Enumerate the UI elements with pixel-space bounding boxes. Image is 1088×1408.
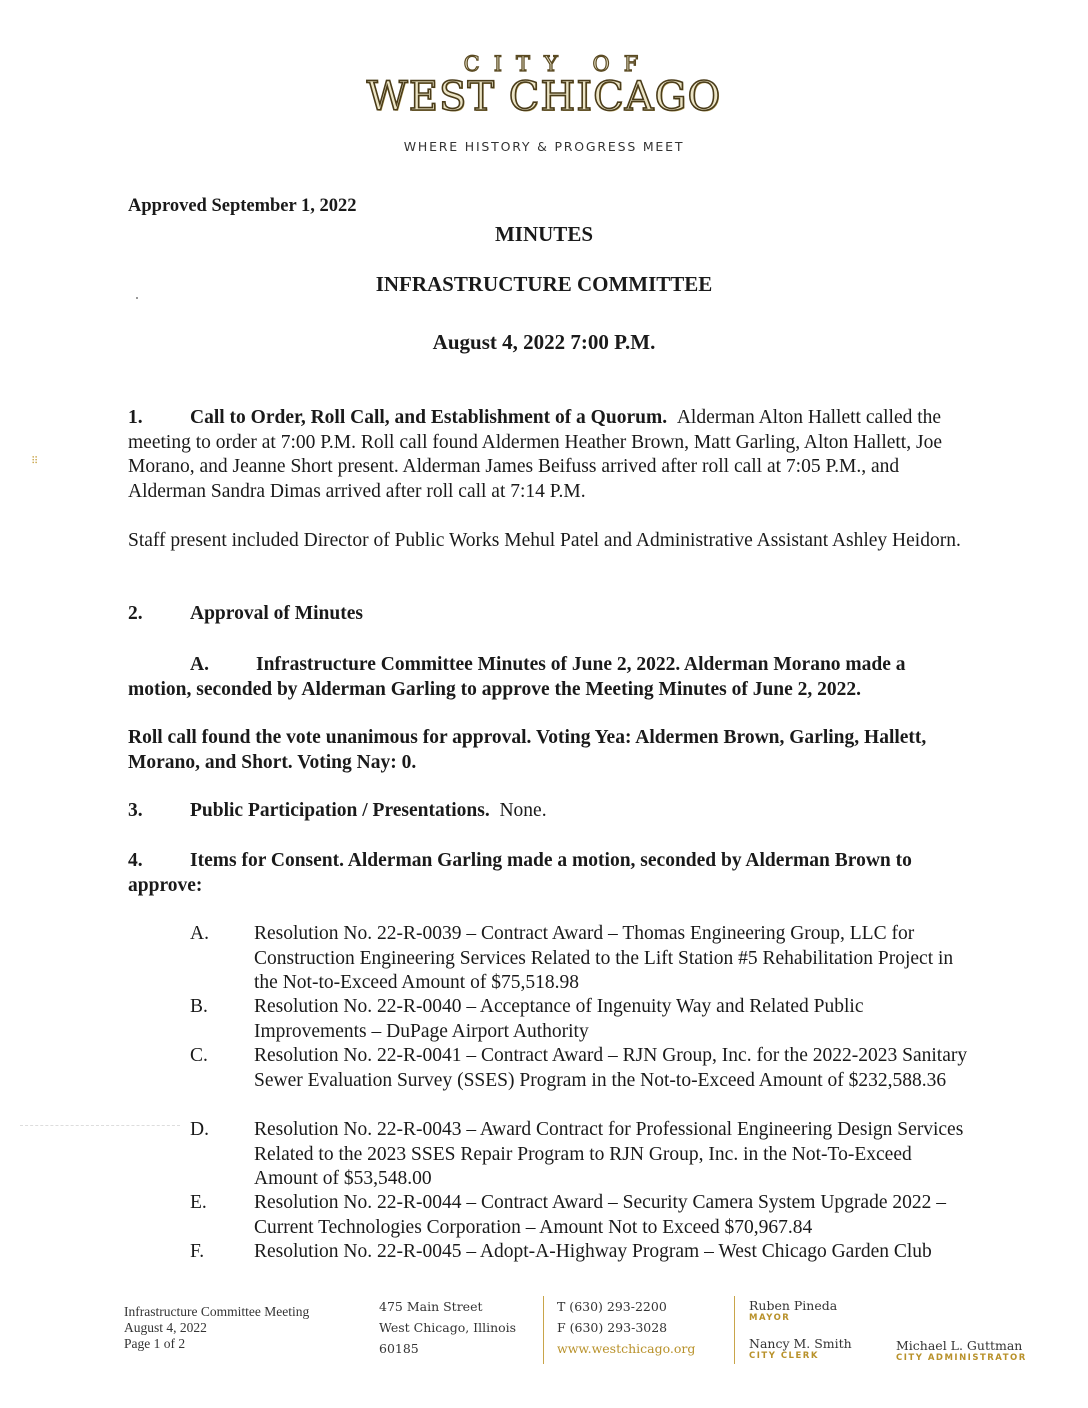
section-approval-of-minutes xyxy=(128,602,968,627)
section-number: 4. xyxy=(128,850,143,871)
section-number: 2. xyxy=(128,603,143,624)
footer-contact xyxy=(557,1296,695,1359)
address-street: 475 Main Street xyxy=(379,1299,483,1314)
item-letter: E. xyxy=(190,1192,207,1213)
phone-number: T (630) 293-2200 xyxy=(557,1299,667,1314)
consent-item xyxy=(190,1240,970,1265)
section-number: 1. xyxy=(128,407,143,428)
section-public-participation xyxy=(128,799,968,824)
consent-item xyxy=(190,1044,970,1093)
mayor-role: MAYOR xyxy=(749,1313,791,1323)
committee-title: INFRASTRUCTURE COMMITTEE xyxy=(375,272,713,296)
footer-mayor xyxy=(749,1298,837,1323)
item-text: Resolution No. 22-R-0039 – Contract Award – Thomas Engineering Group, LLC for Construction Engineering Services Related to the Lift Station #5 Rehabilitation Project in the Not-to-Exceed Amount of $75,518.98 xyxy=(254,923,954,993)
section-title: Items for Consent. Alderman Garling made a motion, seconded by Alderman Brown to approve: xyxy=(128,850,912,896)
item-text: Resolution No. 22-R-0043 – Award Contract for Professional Engineering Design Services Related to the 2023 SSES Repair Program to RJN Group, Inc. in the Not-To-Exceed Amount of $53,548.00 xyxy=(254,1119,964,1189)
minutes-motion xyxy=(128,653,968,702)
item-text: Resolution No. 22-R-0045 – Adopt-A-Highway Program – West Chicago Garden Club xyxy=(254,1241,932,1262)
section-title: Approval of Minutes xyxy=(190,603,363,624)
footer-divider xyxy=(543,1296,544,1364)
margin-divider xyxy=(20,1125,180,1126)
document-title: MINUTES xyxy=(494,222,594,246)
approval-note: Approved September 1, 2022 xyxy=(128,196,357,216)
section-items-for-consent xyxy=(128,849,968,898)
item-letter: A. xyxy=(190,654,209,675)
clerk-role: CITY CLERK xyxy=(749,1351,819,1361)
meeting-date: August 4, 2022 7:00 P.M. xyxy=(432,330,656,354)
logo-tagline: WHERE HISTORY & PROGRESS MEET xyxy=(403,139,685,154)
item-letter: C. xyxy=(190,1045,208,1066)
footer-administrator xyxy=(896,1338,1027,1363)
address-city: West Chicago, Illinois xyxy=(379,1320,517,1335)
motion-text: Infrastructure Committee Minutes of June 2, 2022. Alderman Morano made a motion, seconded by Alderman Garling to approve the Meeting Minutes of June 2, 2022. xyxy=(128,654,906,700)
consent-item xyxy=(190,995,970,1044)
margin-mark-icon: ⠿ xyxy=(31,456,39,467)
footer-meeting-name: Infrastructure Committee Meeting xyxy=(124,1304,310,1319)
item-letter: A. xyxy=(190,923,209,944)
consent-item xyxy=(190,922,970,996)
mayor-name: Ruben Pineda xyxy=(749,1298,838,1313)
administrator-name: Michael L. Guttman xyxy=(896,1338,1023,1353)
minutes-vote: Roll call found the vote unanimous for approval. Voting Yea: Aldermen Brown, Garling, Hallett, Morano, and Short. Voting Nay: 0. xyxy=(128,727,927,773)
section-body: Alderman Alton Hallett called the meeting to order at 7:00 P.M. Roll call found Aldermen Heather Brown, Matt Garling, Alton Hallett, Joe Morano, and Jeanne Short present. Alderman James Beifuss arrived after roll call at 7:05 P.M., and Alderman Sandra Dimas arrived after roll call at 7:14 P.M. xyxy=(128,407,942,502)
section-body: None. xyxy=(499,800,547,821)
footer-meeting-date: August 4, 2022 xyxy=(124,1320,207,1335)
website-link[interactable]: www.westchicago.org xyxy=(557,1341,696,1356)
fax-number: F (630) 293-3028 xyxy=(557,1320,668,1335)
consent-item xyxy=(190,1191,970,1240)
scan-speck xyxy=(136,297,138,299)
logo-city-name: WEST CHICAGO xyxy=(366,74,722,120)
footer-page-number: Page 1 of 2 xyxy=(124,1336,186,1351)
logo-city-of: CITY OF xyxy=(463,52,653,76)
item-letter: D. xyxy=(190,1119,209,1140)
section-title: Call to Order, Roll Call, and Establishment of a Quorum. xyxy=(190,407,668,428)
section-number: 3. xyxy=(128,800,143,821)
footer-clerk xyxy=(749,1336,852,1361)
item-letter: F. xyxy=(190,1241,205,1262)
consent-item xyxy=(190,1118,970,1192)
item-text: Resolution No. 22-R-0040 – Acceptance of Ingenuity Way and Related Public Improvements – DuPage Airport Authority xyxy=(254,996,864,1042)
section-call-to-order xyxy=(128,406,968,504)
item-letter: B. xyxy=(190,996,208,1017)
item-text: Resolution No. 22-R-0044 – Contract Award – Security Camera System Upgrade 2022 – Current Technologies Corporation – Amount Not to Exceed $70,967.84 xyxy=(254,1192,946,1238)
staff-present: Staff present included Director of Public Works Mehul Patel and Administrative Assistant Ashley Heidorn. xyxy=(128,530,961,551)
item-text: Resolution No. 22-R-0041 – Contract Award – RJN Group, Inc. for the 2022-2023 Sanitary Sewer Evaluation Survey (SSES) Program in the Not-to-Exceed Amount of $232,588.36 xyxy=(254,1045,968,1091)
address-zip: 60185 xyxy=(379,1341,419,1356)
section-title: Public Participation / Presentations. xyxy=(190,800,490,821)
footer-doc-info xyxy=(124,1304,309,1352)
clerk-name: Nancy M. Smith xyxy=(749,1336,852,1351)
footer-address xyxy=(379,1296,516,1359)
footer-divider xyxy=(734,1296,735,1364)
administrator-role: CITY ADMINISTRATOR xyxy=(896,1353,1027,1363)
